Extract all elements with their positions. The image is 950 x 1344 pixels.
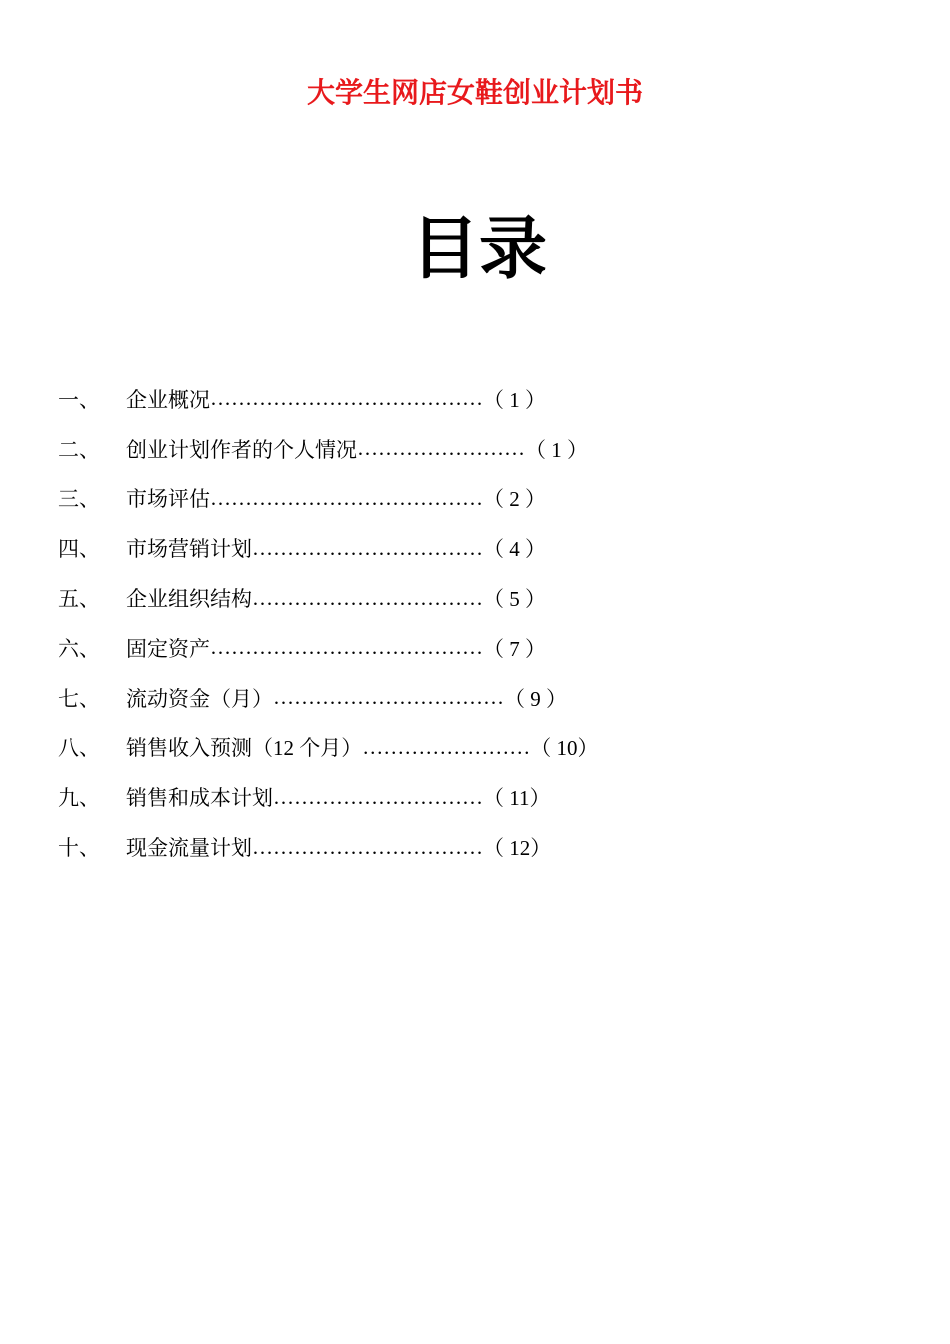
- toc-item-label: 固定资产: [126, 636, 210, 661]
- toc-item-label: 流动资金（月）: [126, 686, 273, 711]
- toc-item-page: （ 9 ）: [504, 686, 567, 711]
- toc-item-number: 七、: [58, 686, 100, 711]
- toc-item[interactable]: [58, 822, 758, 872]
- toc-item-number: 一、: [58, 387, 100, 412]
- toc-item-page: （ 10）: [530, 736, 599, 761]
- toc-heading: 目录: [410, 211, 547, 287]
- toc-item-label: 销售和成本计划: [126, 786, 273, 811]
- toc-item-page: （ 12）: [483, 836, 552, 861]
- toc-item[interactable]: [58, 424, 758, 474]
- toc-item-number: 六、: [58, 636, 100, 661]
- toc-item-leader: …………………………: [273, 784, 483, 809]
- toc-item-leader: ……………………………: [252, 535, 483, 560]
- table-of-contents: [58, 374, 758, 872]
- toc-item-page: （ 2 ）: [483, 487, 546, 512]
- toc-item-leader: ……………………: [357, 436, 525, 461]
- toc-item-number: 九、: [58, 786, 100, 811]
- toc-item[interactable]: [58, 523, 758, 573]
- toc-item-label: 创业计划作者的个人情况: [126, 437, 357, 462]
- toc-item-label: 市场营销计划: [126, 537, 252, 562]
- toc-item[interactable]: [58, 374, 758, 424]
- toc-item-number: 三、: [58, 487, 100, 512]
- toc-item[interactable]: [58, 723, 758, 773]
- toc-item-page: （ 4 ）: [483, 537, 546, 562]
- toc-item-number: 四、: [58, 537, 100, 562]
- toc-item-number: 八、: [58, 736, 100, 761]
- toc-item[interactable]: [58, 772, 758, 822]
- toc-item-page: （ 7 ）: [483, 636, 546, 661]
- toc-item-page: （ 1 ）: [483, 387, 546, 412]
- toc-item-label: 现金流量计划: [126, 836, 252, 861]
- toc-item-number: 十、: [58, 836, 100, 861]
- toc-item-leader: ……………………………: [252, 834, 483, 859]
- toc-item-page: （ 1 ）: [525, 437, 588, 462]
- toc-item-label: 销售收入预测（12 个月）: [126, 736, 363, 761]
- toc-item-number: 二、: [58, 437, 100, 462]
- toc-item-leader: ……………………………: [252, 585, 483, 610]
- toc-item[interactable]: [58, 474, 758, 524]
- toc-item[interactable]: [58, 673, 758, 723]
- toc-item-leader: …………………………………: [210, 386, 483, 411]
- toc-item-page: （ 11）: [483, 786, 551, 811]
- toc-item-label: 市场评估: [126, 487, 210, 512]
- toc-item-leader: ……………………………: [273, 685, 504, 710]
- toc-item-leader: ……………………: [362, 734, 531, 759]
- toc-item[interactable]: [58, 573, 758, 623]
- toc-item[interactable]: [58, 623, 758, 673]
- toc-item-number: 五、: [58, 587, 100, 612]
- document-title: 大学生网店女鞋创业计划书: [306, 78, 643, 109]
- toc-item-label: 企业概况: [126, 387, 210, 412]
- toc-item-leader: …………………………………: [210, 635, 483, 660]
- toc-item-leader: …………………………………: [210, 485, 483, 510]
- toc-item-page: （ 5 ）: [483, 587, 546, 612]
- toc-item-label: 企业组织结构: [126, 587, 252, 612]
